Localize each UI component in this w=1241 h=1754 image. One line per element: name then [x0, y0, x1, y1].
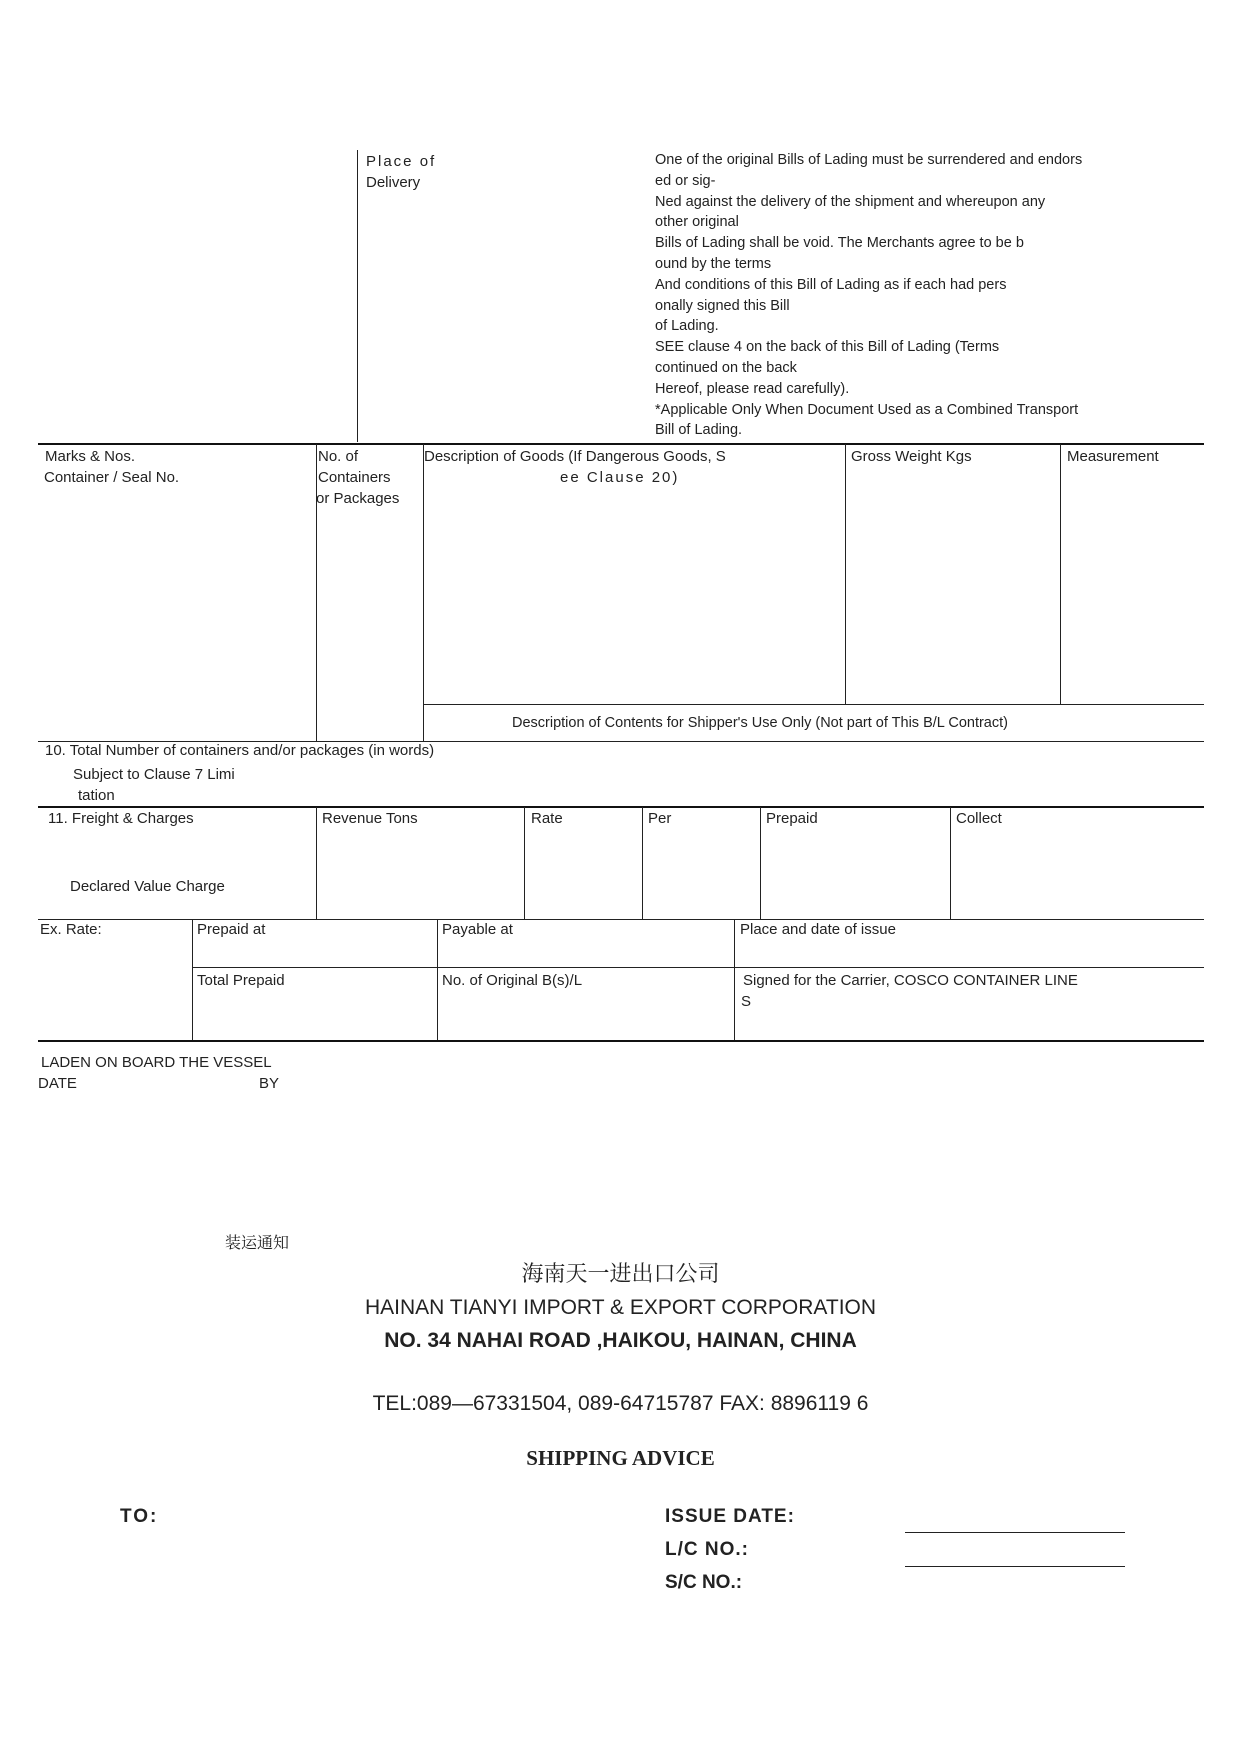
- bl-terms-text: [655, 150, 1203, 441]
- rate-label: Rate: [531, 810, 563, 827]
- divider-vertical: [760, 807, 761, 919]
- containers-label: No. of: [318, 448, 359, 465]
- terms-line: Bills of Lading shall be void. The Merchants agree to be b: [655, 235, 1024, 252]
- shipping-advice-title: SHIPPING ADVICE: [526, 1446, 715, 1470]
- revenue-tons-label: Revenue Tons: [322, 810, 418, 827]
- issue-date-field[interactable]: [905, 1532, 1125, 1533]
- divider-horizontal: [192, 967, 1204, 968]
- terms-line: Hereof, please read carefully).: [655, 380, 850, 397]
- terms-line: other original: [655, 214, 739, 231]
- issue-date-label: ISSUE DATE:: [665, 1506, 795, 1527]
- signed-for-carrier-label-2: S: [741, 993, 752, 1010]
- lc-no-label: L/C NO.:: [665, 1539, 749, 1560]
- terms-line: And conditions of this Bill of Lading as if each had pers: [655, 276, 1007, 293]
- terms-line: ed or sig-: [655, 172, 716, 189]
- terms-line: Ned against the delivery of the shipment and whereupon any: [655, 193, 1046, 210]
- place-of-delivery-label-2: Delivery: [366, 174, 421, 191]
- divider-vertical: [437, 920, 438, 1041]
- collect-label: Collect: [956, 810, 1002, 827]
- freight-charges-label: 11. Freight & Charges: [48, 810, 194, 827]
- to-label: TO:: [120, 1506, 159, 1527]
- divider-vertical: [423, 444, 424, 741]
- table-bottom-border: [38, 1040, 1204, 1042]
- per-label: Per: [648, 810, 672, 827]
- original-bs-label: No. of Original B(s)/L: [442, 972, 583, 989]
- laden-by-label: BY: [259, 1075, 280, 1092]
- declared-value-label: Declared Value Charge: [70, 878, 225, 895]
- description-goods-label: Description of Goods (If Dangerous Goods, S: [424, 448, 726, 465]
- divider-vertical: [192, 920, 193, 1041]
- laden-date-label: DATE: [38, 1075, 77, 1092]
- terms-line: onally signed this Bill: [655, 297, 790, 314]
- total-number-label: 10. Total Number of containers and/or packages (in words): [45, 742, 435, 759]
- ex-rate-label: Ex. Rate:: [40, 921, 102, 938]
- company-name-cn: 海南天一进出口公司: [521, 1262, 720, 1287]
- measurement-label: Measurement: [1067, 448, 1159, 465]
- container-seal-label: Container / Seal No.: [44, 469, 180, 486]
- shipper-use-label: Description of Contents for Shipper's Use Only (Not part of This B/L Contract): [512, 715, 1008, 731]
- divider-horizontal: [423, 704, 1204, 705]
- prepaid-label: Prepaid: [766, 810, 818, 827]
- payable-at-label: Payable at: [442, 921, 513, 938]
- table-top-border: [38, 443, 1204, 445]
- marks-nos-label: Marks & Nos.: [45, 448, 136, 465]
- description-goods-label-2: ee Clause 20): [560, 469, 680, 486]
- laden-on-board-label: LADEN ON BOARD THE VESSEL: [41, 1054, 272, 1071]
- total-prepaid-label: Total Prepaid: [197, 972, 285, 989]
- terms-line: continued on the back: [655, 359, 797, 376]
- divider-vertical: [316, 807, 317, 919]
- subject-clause-label: Subject to Clause 7 Limi: [73, 766, 235, 783]
- terms-line: Bill of Lading.: [655, 422, 743, 439]
- divider-vertical: [1060, 444, 1061, 704]
- terms-line: ound by the terms: [655, 255, 772, 272]
- company-tel-fax: TEL:089—67331504, 089-64715787 FAX: 8896119 6: [372, 1392, 869, 1415]
- prepaid-at-label: Prepaid at: [197, 921, 266, 938]
- place-date-issue-label: Place and date of issue: [740, 921, 896, 938]
- signed-for-carrier-label: Signed for the Carrier, COSCO CONTAINER LINE: [743, 972, 1078, 989]
- company-address: NO. 34 NAHAI ROAD ,HAIKOU, HAINAN, CHINA: [384, 1329, 857, 1352]
- divider-vertical: [357, 150, 358, 442]
- divider-vertical: [642, 807, 643, 919]
- terms-line: SEE clause 4 on the back of this Bill of Lading (Terms: [655, 339, 1000, 356]
- gross-weight-label: Gross Weight Kgs: [851, 448, 972, 465]
- containers-label-3: or Packages: [316, 490, 400, 507]
- terms-line: of Lading.: [655, 318, 719, 335]
- shipping-notice-cn: 装运通知: [225, 1233, 290, 1252]
- divider-vertical: [734, 920, 735, 1041]
- lc-no-field[interactable]: [905, 1566, 1125, 1567]
- divider-vertical: [845, 444, 846, 704]
- divider-vertical: [950, 807, 951, 919]
- terms-line: *Applicable Only When Document Used as a Combined Transport: [655, 401, 1079, 418]
- sc-no-label: S/C NO.:: [665, 1572, 743, 1593]
- terms-line: One of the original Bills of Lading must be surrendered and endors: [655, 152, 1083, 168]
- freight-top-border: [38, 806, 1204, 808]
- containers-label-2: Containers: [318, 469, 391, 486]
- divider-vertical: [524, 807, 525, 919]
- subject-clause-label-2: tation: [78, 787, 115, 804]
- company-name-en: HAINAN TIANYI IMPORT & EXPORT CORPORATION: [364, 1296, 877, 1319]
- place-of-delivery-label: Place of: [366, 153, 437, 170]
